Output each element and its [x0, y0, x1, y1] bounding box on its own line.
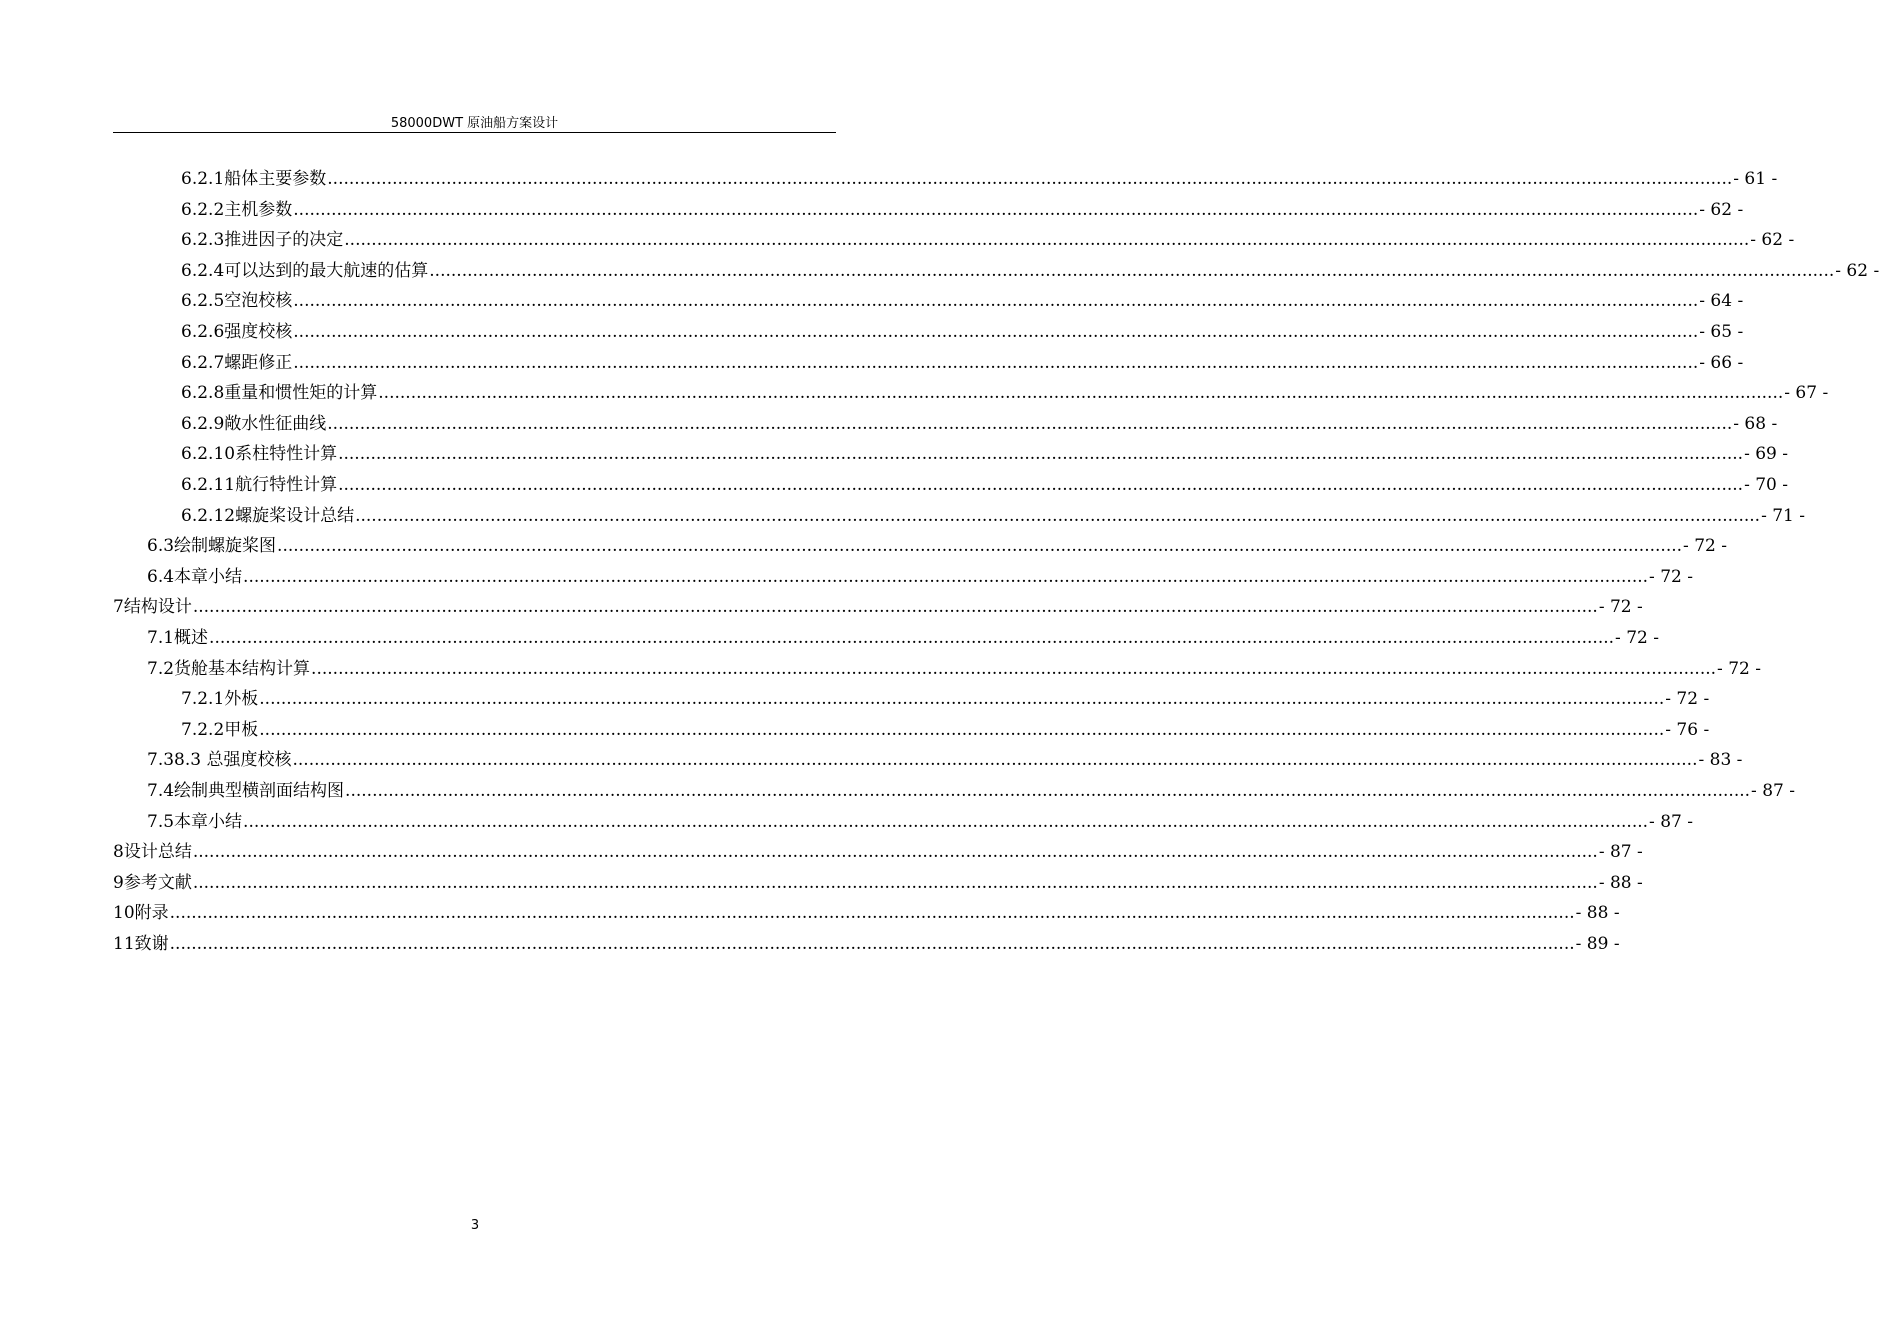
toc-entry[interactable]: [113, 868, 1643, 898]
toc-dot-leader: ....................................................................................................................................................................................................................................................................: [378, 383, 1784, 403]
toc-entry-page: - 72 -: [1649, 567, 1693, 587]
toc-entry-page: - 72 -: [1665, 689, 1710, 709]
page-number: 3: [470, 1218, 480, 1233]
toc-entry-number: 11: [113, 934, 135, 954]
toc-entry[interactable]: [181, 378, 1829, 408]
toc-dot-leader: ....................................................................................................................................................................................................................................................................: [355, 506, 1761, 526]
toc-entry[interactable]: [147, 745, 1743, 775]
toc-entry-title: 可以达到的最大航速的估算: [224, 261, 429, 281]
toc-dot-leader: ....................................................................................................................................................................................................................................................................: [344, 230, 1750, 250]
toc-entry-page: - 72 -: [1683, 536, 1727, 556]
toc-entry-number: 7.2.1: [181, 689, 225, 709]
toc-dot-leader: ....................................................................................................................................................................................................................................................................: [259, 689, 1665, 709]
toc-entry[interactable]: [181, 409, 1778, 439]
toc-entry-number: 7.4: [147, 781, 175, 801]
toc-entry-title: 敞水性征曲线: [224, 414, 327, 434]
toc-entry-page: - 70 -: [1744, 475, 1789, 495]
toc-entry-number: 6.2.5: [181, 291, 225, 311]
toc-entry-title: 推进因子的决定: [224, 230, 344, 250]
toc-dot-leader: ....................................................................................................................................................................................................................................................................: [311, 659, 1717, 679]
toc-entry-title: 航行特性计算: [235, 475, 338, 495]
toc-entry[interactable]: [181, 439, 1789, 469]
toc-dot-leader: ....................................................................................................................................................................................................................................................................: [192, 842, 1598, 862]
toc-entry-title: 本章小结: [174, 567, 243, 587]
toc-dot-leader: ....................................................................................................................................................................................................................................................................: [277, 536, 1683, 556]
toc-entry-page: - 61 -: [1733, 169, 1778, 189]
toc-entry-page: - 83 -: [1698, 750, 1743, 770]
toc-entry-number: 6.2.9: [181, 414, 225, 434]
toc-entry-page: - 66 -: [1699, 353, 1744, 373]
toc-dot-leader: ....................................................................................................................................................................................................................................................................: [209, 628, 1615, 648]
toc-dot-leader: ....................................................................................................................................................................................................................................................................: [292, 750, 1698, 770]
toc-entry[interactable]: [147, 562, 1693, 592]
toc-entry[interactable]: [181, 501, 1806, 531]
toc-entry-page: - 62 -: [1699, 200, 1744, 220]
toc-entry-number: 6.2.12: [181, 506, 236, 526]
toc-entry-page: - 62 -: [1750, 230, 1795, 250]
toc-entry-title: 本章小结: [174, 812, 243, 832]
toc-dot-leader: ....................................................................................................................................................................................................................................................................: [327, 414, 1733, 434]
toc-entry-number: 6.2.3: [181, 230, 225, 250]
toc-entry-number: 7: [113, 597, 124, 617]
toc-entry[interactable]: [181, 348, 1744, 378]
toc-entry-title: 强度校核: [224, 322, 293, 342]
toc-entry-number: 6.2.2: [181, 200, 225, 220]
toc-entry-number: 6.2.7: [181, 353, 225, 373]
toc-dot-leader: ....................................................................................................................................................................................................................................................................: [338, 475, 1744, 495]
toc-entry-page: - 87 -: [1751, 781, 1795, 801]
toc-entry-title: 参考文献: [123, 873, 192, 893]
toc-dot-leader: ....................................................................................................................................................................................................................................................................: [243, 567, 1649, 587]
toc-entry-page: - 69 -: [1744, 444, 1789, 464]
toc-entry-number: 7.1: [147, 628, 175, 648]
toc-entry-page: - 72 -: [1598, 597, 1643, 617]
toc-entry[interactable]: [181, 317, 1744, 347]
toc-entry[interactable]: [181, 715, 1710, 745]
toc-entry-title: 8.3 总强度校核: [174, 750, 292, 770]
toc-entry-number: 7.2.2: [181, 720, 225, 740]
toc-dot-leader: ....................................................................................................................................................................................................................................................................: [192, 597, 1598, 617]
toc-dot-leader: ....................................................................................................................................................................................................................................................................: [345, 781, 1751, 801]
toc-entry-page: - 88 -: [1598, 873, 1643, 893]
toc-dot-leader: ....................................................................................................................................................................................................................................................................: [259, 720, 1665, 740]
toc-entry[interactable]: [113, 929, 1620, 959]
toc-entry[interactable]: [147, 776, 1795, 806]
toc-entry-title: 货舱基本结构计算: [174, 659, 311, 679]
toc-entry-number: 6.2.6: [181, 322, 225, 342]
toc-entry[interactable]: [181, 470, 1789, 500]
toc-entry-title: 结构设计: [123, 597, 192, 617]
toc-entry[interactable]: [147, 654, 1761, 684]
toc-dot-leader: ....................................................................................................................................................................................................................................................................: [429, 261, 1835, 281]
toc-entry-title: 螺旋桨设计总结: [235, 506, 355, 526]
toc-entry[interactable]: [147, 531, 1727, 561]
toc-entry-page: - 62 -: [1835, 261, 1879, 281]
toc-entry-title: 绘制螺旋桨图: [174, 536, 277, 556]
running-header: 58000DWT 原油船方案设计: [390, 116, 559, 131]
toc-dot-leader: ....................................................................................................................................................................................................................................................................: [169, 903, 1575, 923]
toc-entry-page: - 67 -: [1784, 383, 1829, 403]
toc-entry-title: 致谢: [134, 934, 169, 954]
toc-entry-title: 甲板: [224, 720, 259, 740]
toc-entry-number: 6.4: [147, 567, 175, 587]
toc-entry[interactable]: [181, 225, 1795, 255]
header-rule: [113, 132, 836, 133]
toc-entry-title: 船体主要参数: [224, 169, 327, 189]
toc-dot-leader: ....................................................................................................................................................................................................................................................................: [192, 873, 1598, 893]
toc-entry-title: 概述: [174, 628, 209, 648]
toc-entry-number: 6.2.11: [181, 475, 236, 495]
toc-entry-title: 绘制典型横剖面结构图: [174, 781, 345, 801]
toc-entry[interactable]: [181, 164, 1778, 194]
toc-entry-number: 10: [113, 903, 135, 923]
toc-entry-title: 设计总结: [123, 842, 192, 862]
toc-dot-leader: ....................................................................................................................................................................................................................................................................: [293, 200, 1699, 220]
toc-entry-number: 7.2: [147, 659, 175, 679]
toc-entry[interactable]: [113, 592, 1643, 622]
toc-entry[interactable]: [181, 256, 1879, 286]
toc-entry-number: 6.2.4: [181, 261, 225, 281]
toc-entry-page: - 65 -: [1699, 322, 1744, 342]
toc-dot-leader: ....................................................................................................................................................................................................................................................................: [169, 934, 1575, 954]
toc-entry-page: - 89 -: [1575, 934, 1620, 954]
toc-entry-title: 空泡校核: [224, 291, 293, 311]
toc-entry-page: - 87 -: [1598, 842, 1643, 862]
toc-entry-title: 系柱特性计算: [235, 444, 338, 464]
toc-entry-number: 6.2.10: [181, 444, 236, 464]
toc-entry-number: 9: [113, 873, 124, 893]
toc-entry-page: - 72 -: [1615, 628, 1659, 648]
toc-entry[interactable]: [147, 807, 1693, 837]
toc-entry-number: 7.3: [147, 750, 175, 770]
toc-entry-page: - 88 -: [1575, 903, 1620, 923]
toc-entry[interactable]: [181, 195, 1744, 225]
toc-entry-page: - 64 -: [1699, 291, 1744, 311]
toc-dot-leader: ....................................................................................................................................................................................................................................................................: [327, 169, 1733, 189]
toc-entry-title: 附录: [134, 903, 169, 923]
toc-entry-number: 6.2.1: [181, 169, 225, 189]
toc-entry[interactable]: [181, 286, 1744, 316]
toc-dot-leader: ....................................................................................................................................................................................................................................................................: [293, 353, 1699, 373]
toc-entry[interactable]: [113, 837, 1643, 867]
toc-dot-leader: ....................................................................................................................................................................................................................................................................: [338, 444, 1744, 464]
toc-entry[interactable]: [113, 898, 1620, 928]
toc-dot-leader: ....................................................................................................................................................................................................................................................................: [293, 291, 1699, 311]
toc-entry-title: 螺距修正: [224, 353, 293, 373]
toc-dot-leader: ....................................................................................................................................................................................................................................................................: [293, 322, 1699, 342]
toc-entry[interactable]: [181, 684, 1710, 714]
toc-entry[interactable]: [147, 623, 1659, 653]
toc-entry-page: - 72 -: [1717, 659, 1761, 679]
toc-entry-number: 6.3: [147, 536, 175, 556]
toc-entry-title: 主机参数: [224, 200, 293, 220]
toc-entry-number: 6.2.8: [181, 383, 225, 403]
toc-entry-page: - 76 -: [1665, 720, 1710, 740]
toc-entry-page: - 87 -: [1649, 812, 1693, 832]
toc-dot-leader: ....................................................................................................................................................................................................................................................................: [243, 812, 1649, 832]
toc-entry-number: 7.5: [147, 812, 175, 832]
toc-entry-page: - 71 -: [1761, 506, 1806, 526]
toc-entry-number: 8: [113, 842, 124, 862]
toc-entry-title: 重量和惯性矩的计算: [224, 383, 378, 403]
toc-entry-page: - 68 -: [1733, 414, 1778, 434]
toc-entry-title: 外板: [224, 689, 259, 709]
